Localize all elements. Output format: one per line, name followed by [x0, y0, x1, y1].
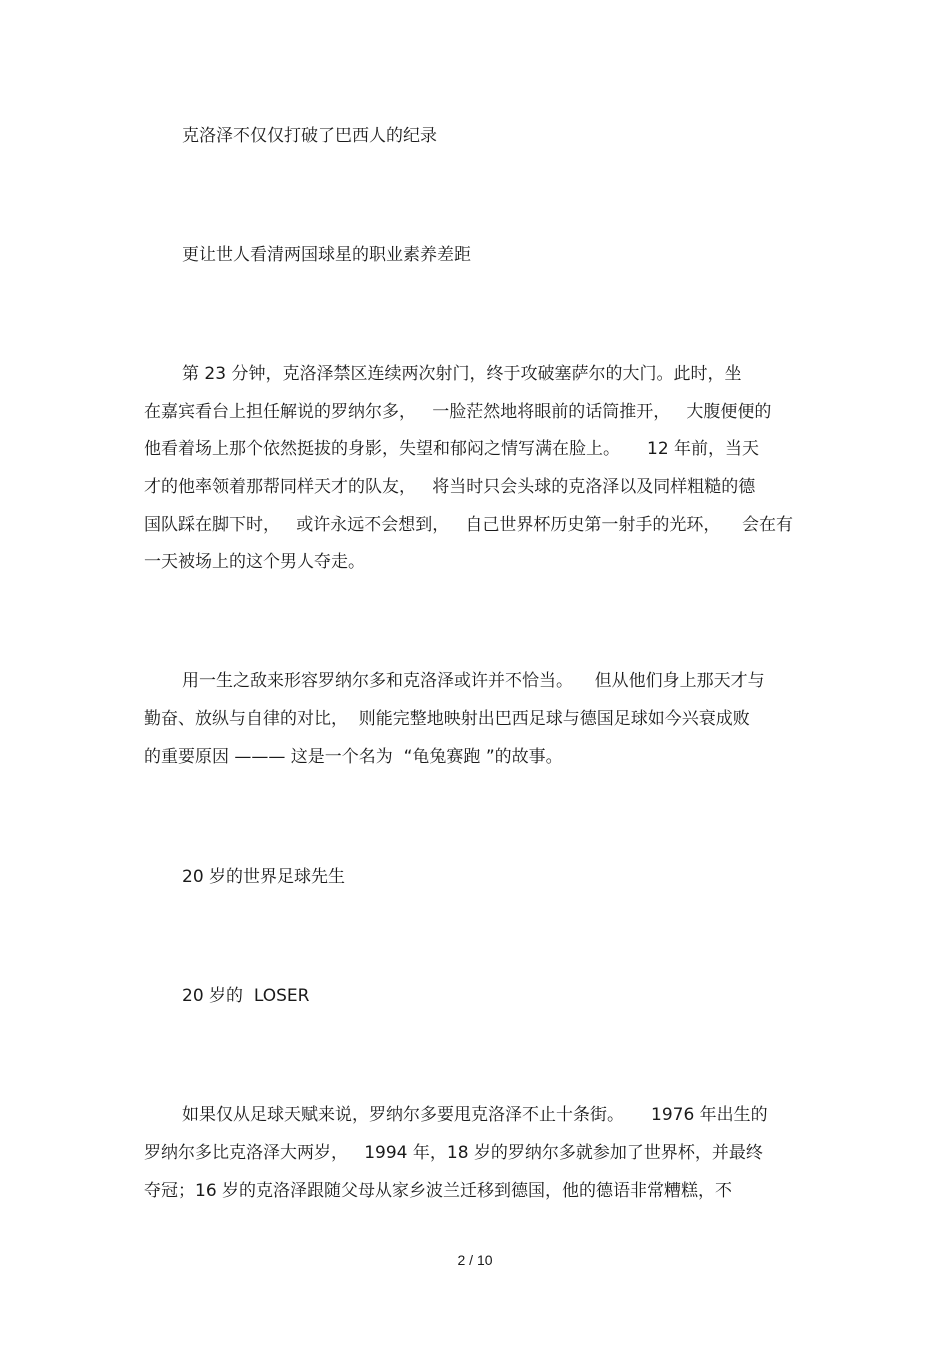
paragraph-1-line: 在嘉宾看台上担任解说的罗纳尔多， 一脸茫然地将眼前的话筒推开， 大腹便便的 — [144, 402, 772, 422]
paragraph-1-line: 他看着场上那个依然挺拔的身影，失望和郁闷之情写满在脸上。 12 年前，当天 — [144, 439, 760, 459]
paragraph-2-line: 的重要原因 ——— 这是一个名为 “龟兔赛跑 ”的故事。 — [144, 747, 563, 767]
paragraph-2-line: 勤奋、放纵与自律的对比， 则能完整地映射出巴西足球与德国足球如今兴衰成败 — [144, 709, 750, 729]
paragraph-1-line: 才的他率领着那帮同样天才的队友， 将当时只会头球的克洛泽以及同样粗糙的德 — [144, 477, 756, 497]
paragraph-3-line: 夺冠；16 岁的克洛泽跟随父母从家乡波兰迁移到德国，他的德语非常糟糕，不 — [144, 1181, 733, 1201]
paragraph-3-line: 罗纳尔多比克洛泽大两岁， 1994 年，18 岁的罗纳尔多就参加了世界杯，并最终 — [144, 1143, 763, 1163]
paragraph-1-line: 一天被场上的这个男人夺走。 — [144, 552, 365, 572]
heading-line-2: 更让世人看清两国球星的职业素养差距 — [182, 245, 471, 265]
paragraph-1-line: 国队踩在脚下时， 或许永远不会想到， 自己世界杯历史第一射手的光环， 会在有 — [144, 515, 794, 535]
paragraph-2-line: 用一生之敌来形容罗纳尔多和克洛泽或许并不恰当。 但从他们身上那天才与 — [182, 671, 765, 691]
subheading-1: 20 岁的世界足球先生 — [182, 867, 346, 887]
paragraph-3-line: 如果仅从足球天赋来说，罗纳尔多要甩克洛泽不止十条街。 1976 年出生的 — [182, 1105, 768, 1125]
heading-line-1: 克洛泽不仅仅打破了巴西人的纪录 — [182, 126, 437, 146]
page-number: 2 / 10 — [457, 1252, 493, 1268]
paragraph-1-line: 第 23 分钟，克洛泽禁区连续两次射门，终于攻破塞萨尔的大门。此时，坐 — [182, 364, 742, 384]
subheading-2: 20 岁的 LOSER — [182, 986, 310, 1006]
